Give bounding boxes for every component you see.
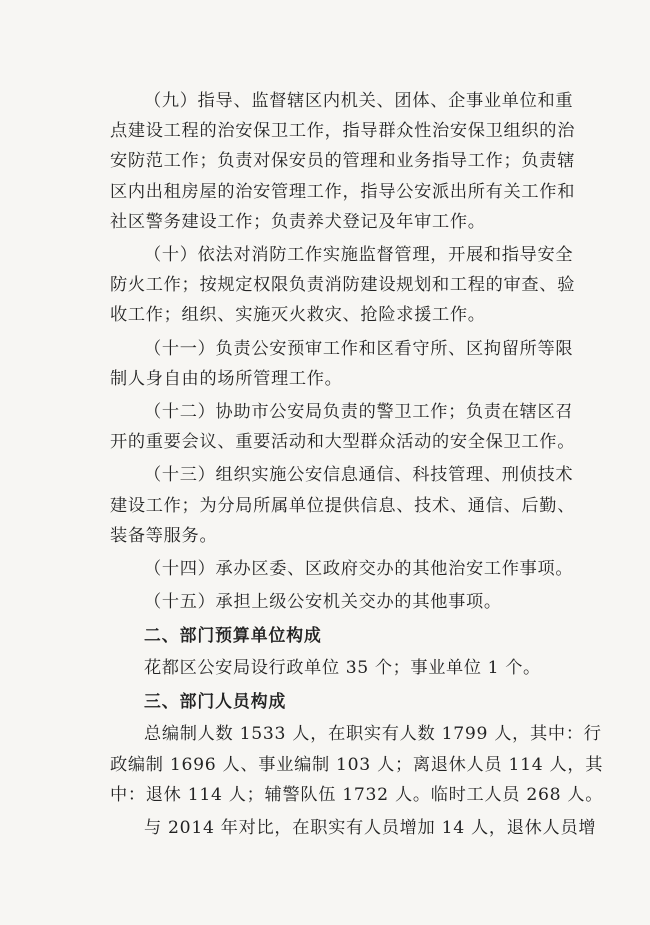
text-line: 装备等服务。: [110, 525, 218, 546]
section-heading-budget-units: 二、部门预算单位构成: [144, 625, 322, 646]
text-line: 防火工作；按规定权限负责消防建设规划和工程的审查、验: [110, 275, 576, 296]
text-line: （十四）承办区委、区政府交办的其他治安工作事项。: [144, 559, 574, 580]
text-line: （九）指导、监督辖区内机关、团体、企事业单位和重: [144, 91, 574, 111]
text-line: 建设工作；为分局所属单位提供信息、技术、通信、后勤、: [110, 495, 576, 516]
text-line: 制人身自由的场所管理工作。: [110, 368, 343, 389]
paragraph-10: [110, 240, 576, 331]
text-line: （十三）组织实施公安信息通信、科技管理、刑侦技术: [144, 465, 574, 486]
text-line: （十二）协助市公安局负责的警卫工作；负责在辖区召: [144, 402, 574, 423]
paragraph-11: [110, 334, 574, 394]
paragraph-9: [110, 86, 576, 237]
text-line: 政编制 1696 人、事业编制 103 人；离退休人员 114 人，其: [110, 754, 604, 775]
comparison-paragraph: [110, 813, 597, 843]
text-line: 点建设工程的治安保卫工作，指导群众性治安保卫组织的治: [110, 121, 576, 142]
text-line: 中：退休 114 人；辅警队伍 1732 人。临时工人员 268 人。: [110, 784, 604, 805]
text-line: 社区警务建设工作；负责养犬登记及年审工作。: [110, 211, 486, 232]
paragraph-12: [110, 397, 576, 457]
text-line: 安防范工作；负责对保安员的管理和业务指导工作；负责辖: [110, 151, 576, 172]
text-line: 与 2014 年对比，在职实有人员增加 14 人，退休人员增: [144, 818, 597, 839]
paragraph-14: [110, 554, 574, 584]
staff-paragraph: [110, 719, 604, 810]
text-line: （十）依法对消防工作实施监督管理，开展和指导安全: [144, 245, 574, 266]
budget-units-text: 花都区公安局设行政单位 35 个；事业单位 1 个。: [144, 658, 541, 679]
text-line: 开的重要会议、重要活动和大型群众活动的安全保卫工作。: [110, 432, 576, 453]
text-line: 收工作；组织、实施灭火救灾、抢险求援工作。: [110, 305, 486, 326]
paragraph-13: [110, 460, 576, 551]
section-heading-staff: 三、部门人员构成: [144, 691, 287, 712]
text-line: （十一）负责公安预审工作和区看守所、区拘留所等限: [144, 338, 574, 359]
document-body: [110, 86, 604, 846]
text-line: 总编制人数 1533 人，在职实有人数 1799 人，其中：行: [144, 724, 602, 745]
text-line: （十五）承担上级公安机关交办的其他事项。: [144, 592, 502, 613]
paragraph-15: [110, 587, 565, 617]
text-line: 区内出租房屋的治安管理工作，指导公安派出所有关工作和: [110, 181, 576, 202]
